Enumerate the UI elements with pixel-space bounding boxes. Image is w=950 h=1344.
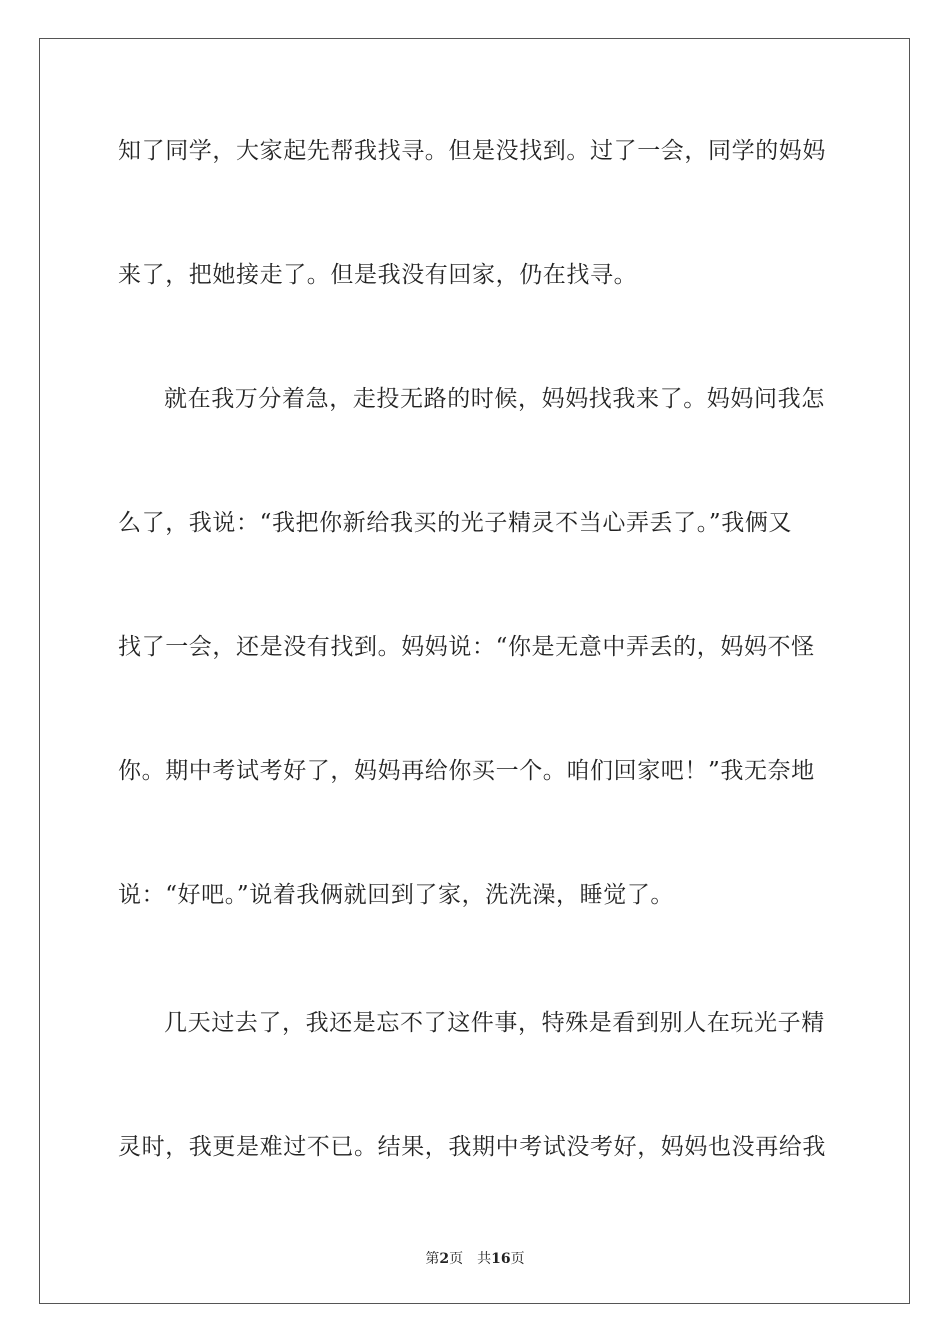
body-text-line: 你。期中考试考好了，妈妈再给你买一个。咱们回家吧！”我无奈地: [118, 758, 815, 784]
total-pages: 16: [491, 1251, 511, 1267]
total-prefix: 共: [477, 1251, 492, 1267]
body-text-line: 来了，把她接走了。但是我没有回家，仍在找寻。: [118, 262, 638, 288]
body-text-line: 么了，我说：“我把你新给我买的光子精灵不当心弄丢了。”我俩又: [118, 510, 793, 536]
page-suffix: 页: [449, 1251, 464, 1267]
page-prefix: 第: [425, 1251, 440, 1267]
total-suffix: 页: [510, 1251, 525, 1267]
body-text-line: 找了一会，还是没有找到。妈妈说：“你是无意中弄丢的，妈妈不怪: [118, 634, 815, 660]
body-text-line: 说：“好吧。”说着我俩就回到了家，洗洗澡，睡觉了。: [118, 882, 675, 908]
paragraph-start-line: 几天过去了，我还是忘不了这件事，特殊是看到别人在玩光子精: [164, 1010, 825, 1036]
page-footer: [0, 1248, 950, 1268]
body-text-line: 灵时，我更是难过不已。结果，我期中考试没考好，妈妈也没再给我: [118, 1134, 826, 1160]
page-number: 2: [439, 1251, 450, 1267]
paragraph-start-line: 就在我万分着急，走投无路的时候，妈妈找我来了。妈妈问我怎: [164, 386, 825, 412]
body-text-line: 知了同学，大家起先帮我找寻。但是没找到。过了一会，同学的妈妈: [118, 138, 826, 164]
page-frame: [39, 38, 910, 1304]
